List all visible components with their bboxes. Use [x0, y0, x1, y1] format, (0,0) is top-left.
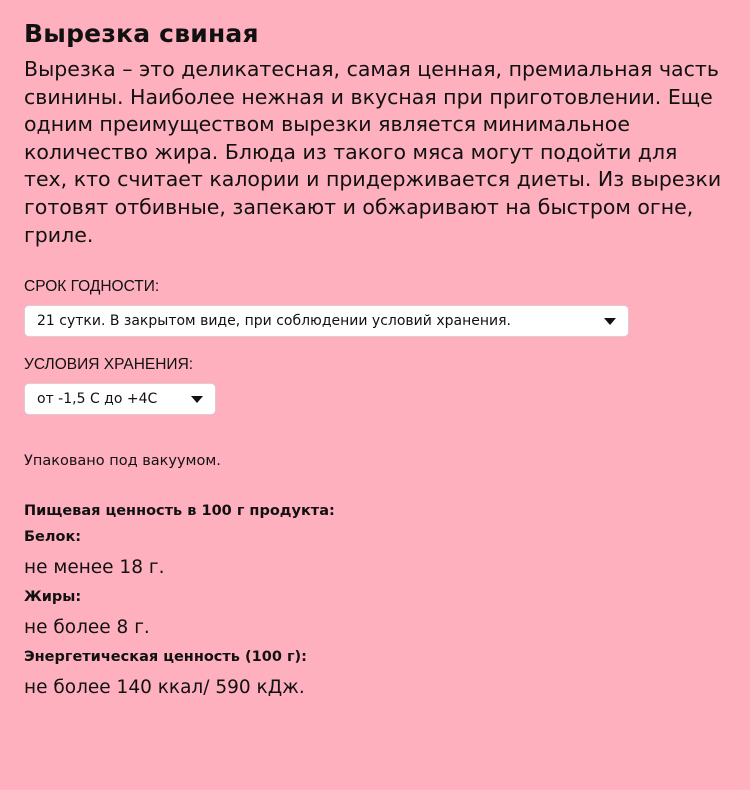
shelf-life-selected-value: 21 сутки. В закрытом виде, при соблюдении условий хранения.: [37, 313, 511, 330]
fat-value: не более 8 г.: [24, 617, 150, 639]
protein-label: Белок:: [24, 529, 82, 546]
product-description: Вырезка – это деликатесная, самая ценная, премиальная часть свинины. Наиболее нежная и вкусная при приготовлении. Еще одним преимуществом вырезки является минимальное количество жира. Блюда из такого мяса могут подойти для тех, кто считает калории и придерживается диеты. Из вырезки готовят отбивные, запекают и обжаривают на быстром огне, гриле.: [24, 57, 722, 247]
packaging-note: Упаковано под вакуумом.: [24, 453, 221, 470]
shelf-life-label: СРОК ГОДНОСТИ:: [24, 278, 160, 296]
product-details: [24, 18, 728, 701]
shelf-life-select[interactable]: [24, 305, 629, 337]
storage-conditions-selected-value: от -1,5 С до +4С: [37, 391, 158, 408]
fat-label: Жиры:: [24, 589, 82, 606]
storage-conditions-select[interactable]: [24, 383, 216, 415]
energy-value: не более 140 ккал/ 590 кДж.: [24, 677, 305, 699]
protein-value: не менее 18 г.: [24, 557, 165, 579]
storage-conditions-label: УСЛОВИЯ ХРАНЕНИЯ:: [24, 356, 194, 374]
chevron-down-icon: [604, 318, 616, 325]
energy-label: Энергетическая ценность (100 г):: [24, 649, 307, 666]
nutrition-title: Пищевая ценность в 100 г продукта:: [24, 503, 335, 520]
chevron-down-icon: [191, 396, 203, 403]
product-title: Вырезка свиная: [24, 19, 259, 48]
